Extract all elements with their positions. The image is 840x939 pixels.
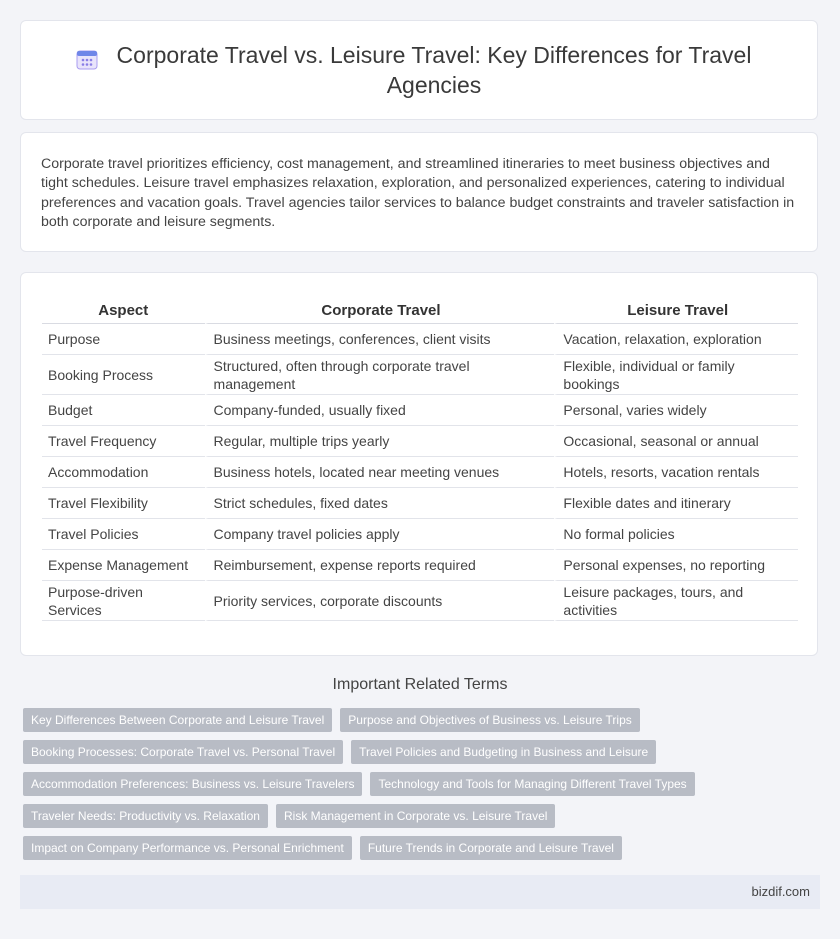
intro-paragraph: Corporate travel prioritizes efficiency, cost management, and streamlined itineraries to meet business objectives and tight schedules. Leisure travel emphasizes relaxation, exploration, and personalized experiences, catering to individual preferences and vacation goals. Travel agencies tailor services to balance budget constraints and traveler satisfaction in both corporate and leisure segments. [41,156,795,231]
related-term-tag[interactable]: Booking Processes: Corporate Travel vs. Personal Travel [23,740,343,764]
aspect-cell: Booking Process [42,355,205,395]
footer [20,875,820,909]
related-terms-heading: Important Related Terms [332,676,508,693]
aspect-cell: Purpose-driven Services [42,581,205,621]
table-row [42,550,798,581]
leisure-cell: Personal, varies widely [554,395,798,426]
corporate-cell: Strict schedules, fixed dates [205,488,555,519]
aspect-cell: Purpose [42,324,205,355]
table-header-row [42,293,798,324]
leisure-cell: Flexible, individual or family bookings [554,355,798,395]
related-term-tag[interactable]: Key Differences Between Corporate and Leisure Travel [23,708,332,732]
related-term-tag[interactable]: Accommodation Preferences: Business vs. Leisure Travelers [23,772,362,796]
aspect-cell: Travel Policies [42,519,205,550]
header-leisure: Leisure Travel [554,293,798,324]
corporate-cell: Business meetings, conferences, client visits [205,324,555,355]
related-term-tag[interactable]: Purpose and Objectives of Business vs. Leisure Trips [340,708,639,732]
related-term-tag[interactable]: Travel Policies and Budgeting in Business and Leisure [351,740,656,764]
aspect-cell: Travel Flexibility [42,488,205,519]
table-row [42,324,798,355]
corporate-cell: Company-funded, usually fixed [205,395,555,426]
leisure-cell: Personal expenses, no reporting [554,550,798,581]
comparison-table-card [20,272,818,656]
corporate-cell: Regular, multiple trips yearly [205,426,555,457]
aspect-cell: Expense Management [42,550,205,581]
leisure-cell: Leisure packages, tours, and activities [554,581,798,621]
title-card [20,20,818,120]
corporate-cell: Reimbursement, expense reports required [205,550,555,581]
table-row [42,519,798,550]
leisure-cell: No formal policies [554,519,798,550]
related-term-tag[interactable]: Impact on Company Performance vs. Personal Enrichment [23,836,352,860]
table-row [42,581,798,621]
header-corporate: Corporate Travel [205,293,555,324]
related-term-tag[interactable]: Technology and Tools for Managing Different Travel Types [370,772,694,796]
related-term-tag[interactable]: Traveler Needs: Productivity vs. Relaxation [23,804,268,828]
table-row [42,457,798,488]
table-row [42,395,798,426]
aspect-cell: Accommodation [42,457,205,488]
brand-link[interactable]: bizdif.com [751,884,810,899]
leisure-cell: Occasional, seasonal or annual [554,426,798,457]
table-row [42,355,798,395]
corporate-cell: Structured, often through corporate travel management [205,355,555,395]
header-aspect: Aspect [42,293,205,324]
related-term-tag[interactable]: Future Trends in Corporate and Leisure Travel [360,836,622,860]
aspect-cell: Budget [42,395,205,426]
leisure-cell: Flexible dates and itinerary [554,488,798,519]
leisure-cell: Hotels, resorts, vacation rentals [554,457,798,488]
related-terms-list [23,708,823,868]
leisure-cell: Vacation, relaxation, exploration [554,324,798,355]
page-title: Corporate Travel vs. Leisure Travel: Key Differences for Travel Agencies [116,42,752,98]
corporate-cell: Company travel policies apply [205,519,555,550]
related-term-tag[interactable]: Risk Management in Corporate vs. Leisure Travel [276,804,555,828]
aspect-cell: Travel Frequency [42,426,205,457]
table-row [42,488,798,519]
intro-card [20,132,818,252]
corporate-cell: Business hotels, located near meeting venues [205,457,555,488]
table-row [42,426,798,457]
comparison-table [42,293,798,621]
corporate-cell: Priority services, corporate discounts [205,581,555,621]
